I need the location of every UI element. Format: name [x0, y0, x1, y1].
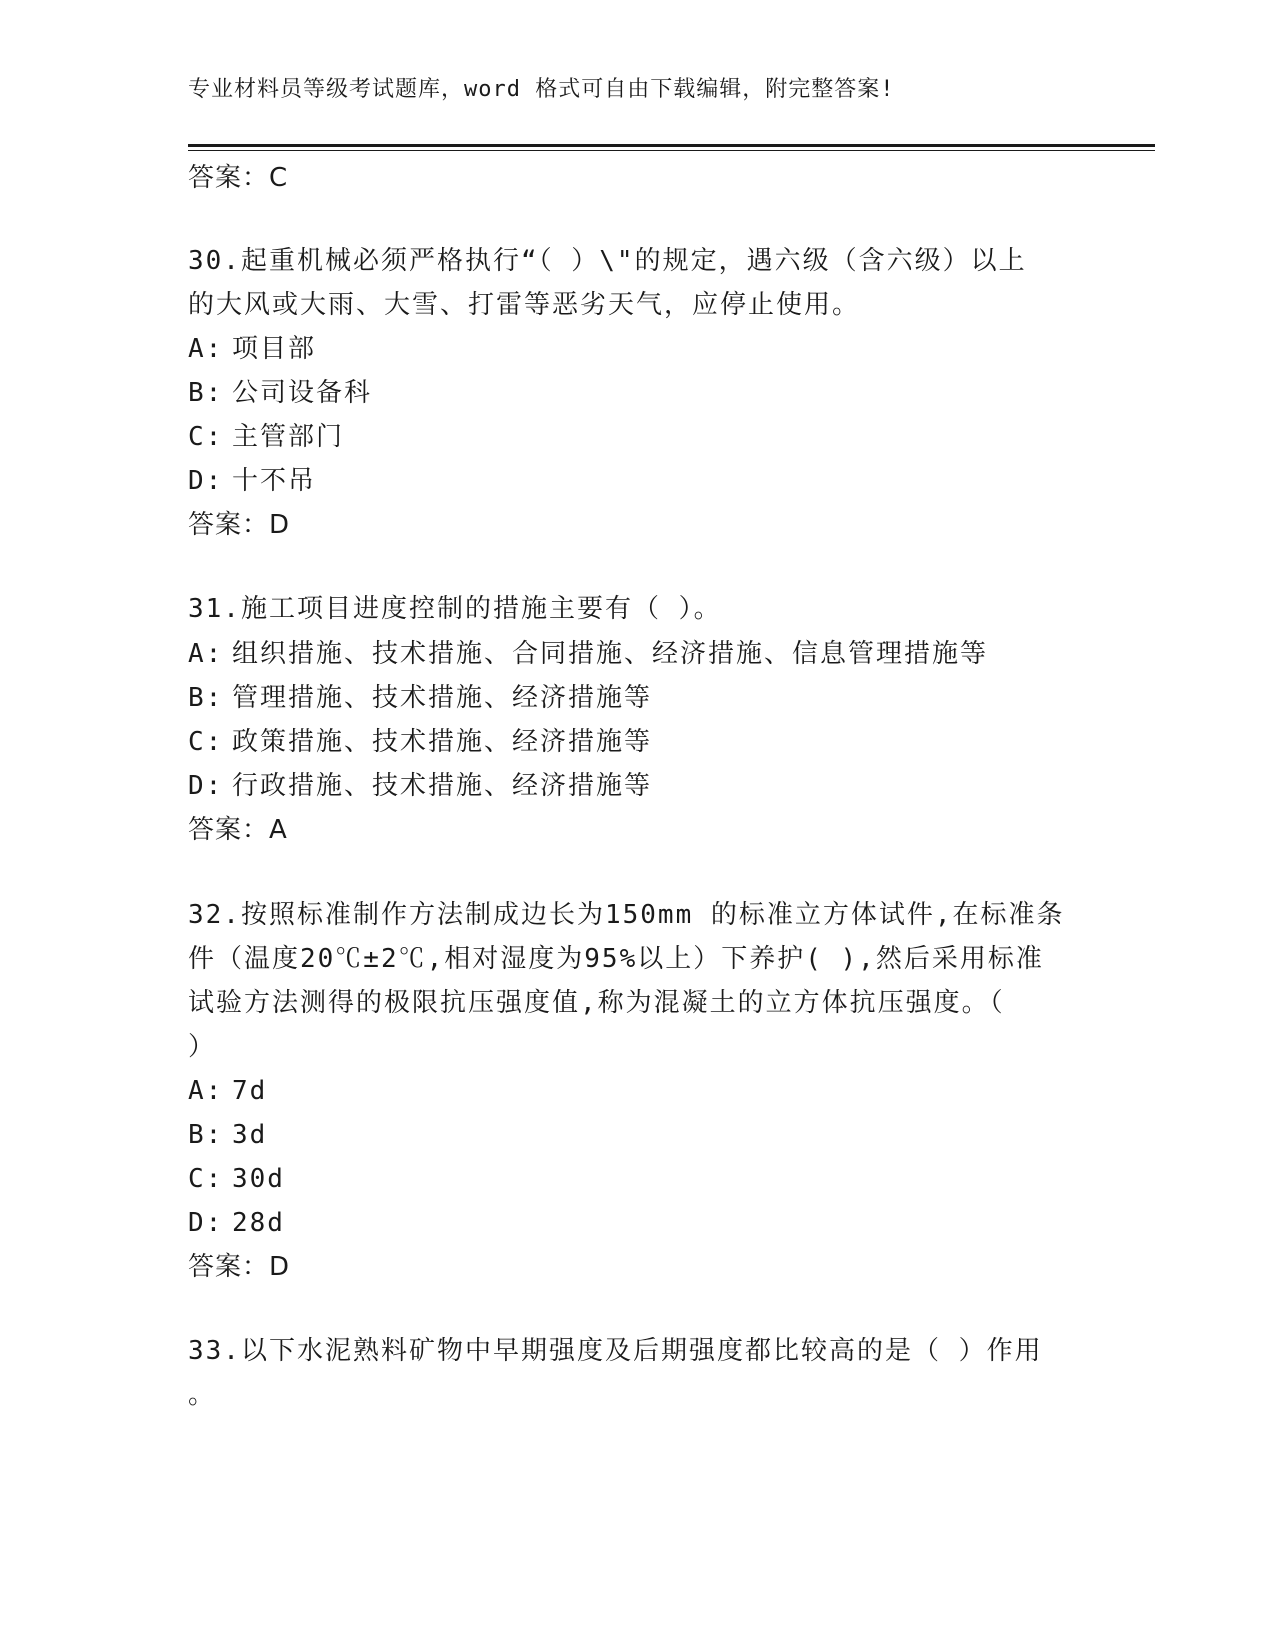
question-32-option-b — [188, 1112, 267, 1158]
question-31-option-a — [188, 631, 988, 677]
option-label: A: — [188, 1076, 224, 1106]
option-text: 政策措施、技术措施、经济措施等 — [232, 727, 653, 757]
question-31-answer: 答案：A — [188, 815, 288, 845]
question-30-option-b — [188, 370, 372, 416]
header-note: 专业材料员等级考试题库，word 格式可自由下载编辑，附完整答案! — [188, 77, 895, 102]
option-text: 行政措施、技术措施、经济措施等 — [232, 771, 653, 801]
question-30-option-d — [188, 458, 316, 504]
option-text: 公司设备科 — [232, 378, 373, 408]
option-label: C: — [188, 422, 224, 452]
option-label: B: — [188, 378, 224, 408]
option-text: 3d — [232, 1120, 268, 1150]
question-30-option-a — [188, 326, 316, 372]
option-label: B: — [188, 683, 224, 713]
option-label: D: — [188, 466, 224, 496]
option-label: A: — [188, 639, 224, 669]
option-text: 30d — [232, 1164, 285, 1194]
question-31-option-d — [188, 763, 652, 809]
question-31-option-b — [188, 675, 652, 721]
answer-prev: 答案：C — [188, 163, 289, 193]
option-label: D: — [188, 771, 224, 801]
question-32-option-c — [188, 1156, 285, 1202]
header-rule-thin — [188, 150, 1155, 151]
header-rule-thick — [188, 144, 1155, 147]
question-32-line-2: 件（温度20℃±2℃,相对湿度为95%以上）下养护( ),然后采用标准 — [188, 944, 1044, 974]
question-32-line-4: ） — [188, 1032, 217, 1062]
option-text: 项目部 — [232, 334, 317, 364]
question-32-option-a — [188, 1068, 267, 1114]
question-32-line-3: 试验方法测得的极限抗压强度值,称为混凝土的立方体抗压强度。（ — [188, 988, 1005, 1018]
question-31-option-c — [188, 719, 652, 765]
question-30-line-1: 30.起重机械必须严格执行“（ ）\"的规定，遇六级（含六级）以上 — [188, 246, 1027, 276]
option-text: 十不吊 — [232, 466, 317, 496]
option-text: 主管部门 — [232, 422, 345, 452]
question-30-answer: 答案：D — [188, 510, 291, 540]
option-label: B: — [188, 1120, 224, 1150]
question-31-line-1: 31.施工项目进度控制的措施主要有（ ）。 — [188, 594, 722, 624]
option-text: 组织措施、技术措施、合同措施、经济措施、信息管理措施等 — [232, 639, 989, 669]
question-33-line-1: 33.以下水泥熟料矿物中早期强度及后期强度都比较高的是（ ）作用 — [188, 1336, 1043, 1366]
question-33-line-2: 。 — [188, 1380, 217, 1410]
option-label: D: — [188, 1208, 224, 1238]
option-label: C: — [188, 727, 224, 757]
option-label: C: — [188, 1164, 224, 1194]
question-30-option-c — [188, 414, 344, 460]
option-label: A: — [188, 334, 224, 364]
question-32-line-1: 32.按照标准制作方法制成边长为150mm 的标准立方体试件,在标准条 — [188, 900, 1065, 930]
question-32-answer: 答案：D — [188, 1252, 291, 1282]
question-30-line-2: 的大风或大雨、大雪、打雷等恶劣天气，应停止使用。 — [188, 290, 861, 320]
option-text: 28d — [232, 1208, 285, 1238]
question-32-option-d — [188, 1200, 285, 1246]
option-text: 7d — [232, 1076, 268, 1106]
option-text: 管理措施、技术措施、经济措施等 — [232, 683, 653, 713]
